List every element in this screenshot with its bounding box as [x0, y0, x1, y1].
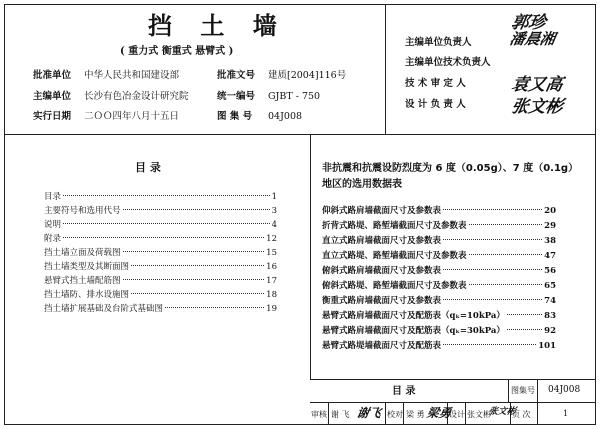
right-toc-item-page: 92 — [544, 326, 556, 336]
cover-divider — [385, 4, 386, 134]
right-toc-item-label: 俯斜式路堤、路堑墙截面尺寸及参数表 — [322, 281, 467, 291]
leader-dots — [469, 224, 543, 225]
title-block-mid-rule — [310, 402, 596, 403]
leader-dots — [469, 254, 543, 255]
approval-unit: 中华人民共和国建设部 — [84, 70, 180, 81]
review-label: 审核 — [311, 410, 327, 419]
leader-dots — [131, 293, 264, 294]
sheet-title: 目 录 — [392, 386, 416, 397]
right-toc-item-page: 47 — [544, 251, 556, 261]
leader-dots — [469, 284, 543, 285]
toc-item-page: 15 — [266, 248, 277, 258]
toc-item[interactable] — [44, 304, 277, 315]
right-toc-item-page: 74 — [544, 296, 556, 306]
title-block-rule — [403, 402, 404, 425]
toc-item[interactable] — [44, 262, 277, 273]
right-toc-item-label: 衡重式路肩墙截面尺寸及参数表 — [322, 296, 442, 306]
right-toc-item-page: 65 — [544, 281, 556, 291]
atlas-subtitle: ( 重力式 衡重式 悬臂式 ) — [120, 46, 234, 57]
toc-item[interactable] — [44, 290, 277, 301]
check-label: 校对 — [387, 410, 403, 419]
leader-dots — [123, 251, 265, 252]
toc-item-page: 3 — [271, 206, 277, 216]
reviewer-signature: 谢飞 — [355, 406, 383, 420]
leader-dots — [507, 329, 542, 330]
atlas-no-label: 图 集 号 — [217, 111, 253, 122]
toc-item-page: 19 — [266, 304, 277, 314]
toc-item-label: 挡土墙类型及其断面图 — [44, 262, 130, 272]
right-toc-item[interactable] — [322, 221, 556, 232]
title-block-rule — [385, 402, 386, 425]
responsible-role: 主编单位技术负责人 — [405, 57, 491, 68]
responsible-role: 技 术 审 定 人 — [405, 78, 466, 89]
toc-item-label: 挡土墙防、排水设施图 — [44, 290, 130, 300]
toc-item-page: 18 — [266, 290, 277, 300]
atlas-no: 04J008 — [268, 111, 303, 122]
right-toc-item-page: 20 — [544, 206, 556, 216]
responsible-role: 设 计 负 责 人 — [405, 99, 466, 110]
toc-item-page: 12 — [266, 234, 277, 244]
leader-dots — [123, 209, 270, 210]
right-toc-item-page: 83 — [544, 311, 556, 321]
right-toc-item-label: 直立式路堤、路堑墙截面尺寸及参数表 — [322, 251, 467, 261]
toc-item-label: 附录 — [44, 234, 62, 244]
design-label: 设计 — [449, 410, 465, 419]
title-block-rule — [508, 379, 509, 402]
toc-item-label: 挡土墙扩展基础及台阶式基础图 — [44, 304, 164, 314]
leader-dots — [63, 223, 270, 224]
checker-name: 梁 勇 — [406, 410, 425, 419]
right-toc-item[interactable] — [322, 341, 556, 352]
leader-dots — [165, 307, 264, 308]
right-toc-item-label: 仰斜式路肩墙截面尺寸及参数表 — [322, 206, 442, 216]
atlas-no-label: 图集号 — [511, 386, 535, 395]
atlas-no-value: 04J008 — [548, 385, 581, 395]
leader-dots — [507, 314, 542, 315]
toc-divider — [310, 134, 311, 379]
title-block-rule — [537, 379, 538, 425]
toc-item-label: 说明 — [44, 220, 62, 230]
right-toc-item-page: 29 — [544, 221, 556, 231]
unified-no: GJBT - 750 — [268, 91, 321, 102]
unified-no-label: 统一编号 — [217, 91, 256, 102]
right-toc-item-page: 101 — [538, 341, 556, 351]
toc-item-page: 16 — [266, 262, 277, 272]
effective-date-label: 实行日期 — [33, 111, 72, 122]
page-label: 页 次 — [512, 410, 531, 419]
right-toc-item[interactable] — [322, 251, 556, 262]
right-toc-item-label: 悬臂式路肩墙截面尺寸及配筋表（qₖ=30kPa） — [322, 326, 505, 336]
leader-dots — [63, 195, 270, 196]
leader-dots — [443, 239, 542, 240]
toc-heading: 目 录 — [135, 161, 161, 174]
right-toc-subheading: 地区的选用数据表 — [322, 179, 402, 190]
leader-dots — [131, 265, 264, 266]
responsible-signature: 袁又高 — [509, 75, 565, 95]
page-no: 1 — [563, 409, 569, 418]
toc-item-label: 主要符号和选用代号 — [44, 206, 121, 216]
approval-doc-label: 批准文号 — [217, 70, 256, 81]
editor-unit-label: 主编单位 — [33, 91, 72, 102]
right-toc-item[interactable] — [322, 236, 556, 247]
right-toc-item[interactable] — [322, 206, 556, 217]
right-toc-item-page: 38 — [544, 236, 556, 246]
designer-name: 张文彬 — [467, 410, 491, 419]
leader-dots — [63, 237, 264, 238]
title-block-top-rule — [310, 379, 596, 380]
right-toc-item[interactable] — [322, 326, 556, 337]
right-toc-item[interactable] — [322, 311, 556, 322]
leader-dots — [123, 279, 265, 280]
toc-item-label: 悬臂式挡土墙配筋图 — [44, 276, 121, 286]
right-toc-item[interactable] — [322, 266, 556, 277]
leader-dots — [443, 269, 542, 270]
designer-signature: 张文彬 — [487, 407, 517, 417]
title-block-rule — [328, 402, 329, 425]
toc-item-page: 17 — [266, 276, 277, 286]
leader-dots — [443, 209, 542, 210]
toc-item[interactable] — [44, 220, 277, 231]
right-toc-item-label: 折背式路堤、路堑墙截面尺寸及参数表 — [322, 221, 467, 231]
leader-dots — [443, 299, 542, 300]
responsible-role: 主编单位负责人 — [405, 37, 472, 48]
right-toc-heading: 非抗震和抗震设防烈度为 6 度（0.05g）、7 度（0.1g） — [322, 163, 579, 174]
toc-item[interactable] — [44, 234, 277, 245]
reviewer-name: 谢 飞 — [331, 410, 350, 419]
leader-dots — [443, 344, 536, 345]
toc-item-page: 4 — [271, 220, 277, 230]
approval-unit-label: 批准单位 — [33, 70, 72, 81]
right-toc-item-label: 俯斜式路肩墙截面尺寸及参数表 — [322, 266, 442, 276]
responsible-signature: 郭珍 — [509, 13, 548, 33]
toc-item[interactable] — [44, 192, 277, 203]
checker-signature: 梁勇 — [425, 406, 453, 420]
approval-doc: 建质[2004]116号 — [268, 70, 347, 81]
atlas-title: 挡 土 墙 — [148, 11, 287, 40]
toc-item-label: 挡土墙立面及荷载图 — [44, 248, 121, 258]
effective-date: 二ＯＯ四年八月十五日 — [84, 111, 180, 122]
toc-item[interactable] — [44, 276, 277, 287]
right-toc-item[interactable] — [322, 281, 556, 292]
right-toc-item-label: 悬臂式路肩墙截面尺寸及配筋表（qₖ=10kPa） — [322, 311, 505, 321]
right-toc-item-label: 直立式路肩墙截面尺寸及参数表 — [322, 236, 442, 246]
toc-item[interactable] — [44, 206, 277, 217]
right-toc-item-page: 56 — [544, 266, 556, 276]
toc-item[interactable] — [44, 248, 277, 259]
title-block-rule — [465, 402, 466, 425]
responsible-signature: 张文彬 — [509, 97, 565, 117]
right-toc-item-label: 悬臂式路堤墙截面尺寸及配筋表 — [322, 341, 442, 351]
toc-item-label: 目录 — [44, 192, 62, 202]
right-toc-item[interactable] — [322, 296, 556, 307]
editor-unit: 长沙有色冶金设计研究院 — [84, 91, 189, 102]
responsible-signature: 潘晨湘 — [508, 30, 557, 48]
cover-bottom-rule — [4, 134, 596, 135]
toc-item-page: 1 — [271, 192, 277, 202]
